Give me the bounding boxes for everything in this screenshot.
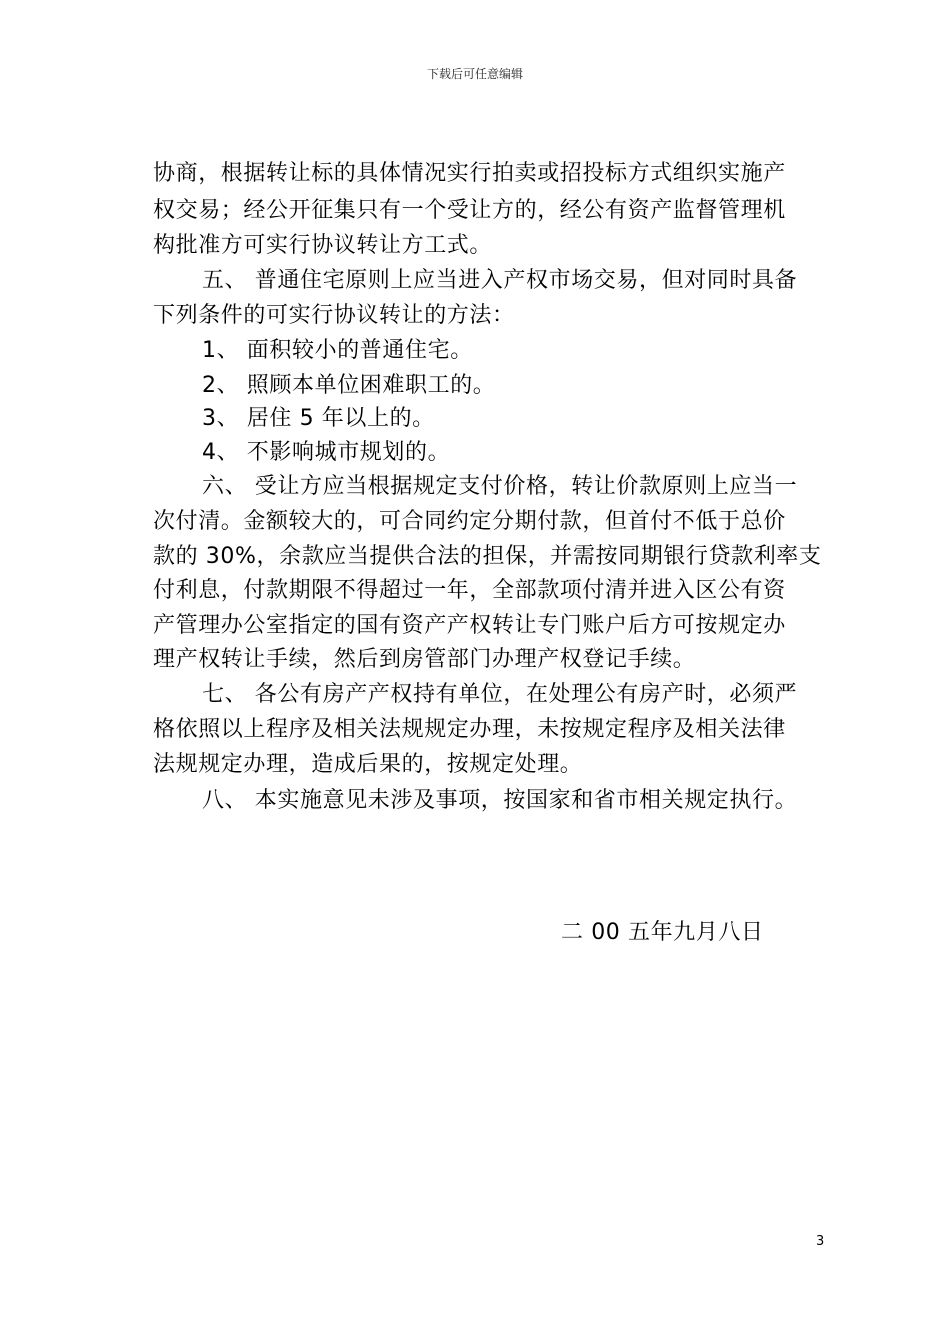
page-header-note: 下载后可任意编辑 xyxy=(426,67,523,81)
body-line: 付利息，付款期限不得超过一年，全部款项付清并进入区公有资 xyxy=(153,578,786,603)
body-line: 构批准方可实行协议转让方工式。 xyxy=(153,233,493,258)
section-eight-heading-line: 八、 本实施意见未涉及事项，按国家和省市相关规定执行。 xyxy=(202,788,798,813)
section-six-heading-line: 六、 受让方应当根据规定支付价格，转让价款原则上应当一 xyxy=(202,474,798,499)
condition-item-4: 4、 不影响城市规划的。 xyxy=(202,440,451,465)
body-line: 权交易；经公开征集只有一个受让方的，经公有资产监督管理机 xyxy=(153,198,786,223)
body-line: 款的 30%，余款应当提供合法的担保，并需按同期银行贷款利率支 xyxy=(153,544,822,569)
condition-item-1: 1、 面积较小的普通住宅。 xyxy=(202,338,473,363)
section-seven-heading-line: 七、 各公有房产产权持有单位，在处理公有房产时，必须严 xyxy=(202,682,798,707)
body-line: 格依照以上程序及相关法规规定办理，未按规定程序及相关法律 xyxy=(153,717,786,742)
page-number: 3 xyxy=(816,1234,825,1249)
document-date: 二 00 五年九月八日 xyxy=(561,920,764,945)
body-line: 法规规定办理，造成后果的，按规定处理。 xyxy=(153,752,583,777)
body-line: 产管理办公室指定的国有资产产权转让专门账户后方可按规定办 xyxy=(153,613,786,638)
body-line: 下列条件的可实行协议转让的方法： xyxy=(153,303,515,328)
body-line: 协商，根据转让标的具体情况实行拍卖或招投标方式组织实施产 xyxy=(153,161,786,186)
body-line: 次付清。金额较大的，可合同约定分期付款，但首付不低于总价 xyxy=(153,509,786,534)
condition-item-3: 3、 居住 5 年以上的。 xyxy=(202,406,435,431)
body-line: 理产权转让手续，然后到房管部门办理产权登记手续。 xyxy=(153,647,696,672)
condition-item-2: 2、 照顾本单位困难职工的。 xyxy=(202,373,496,398)
section-five-heading-line: 五、 普通住宅原则上应当进入产权市场交易，但对同时具备 xyxy=(202,268,798,293)
